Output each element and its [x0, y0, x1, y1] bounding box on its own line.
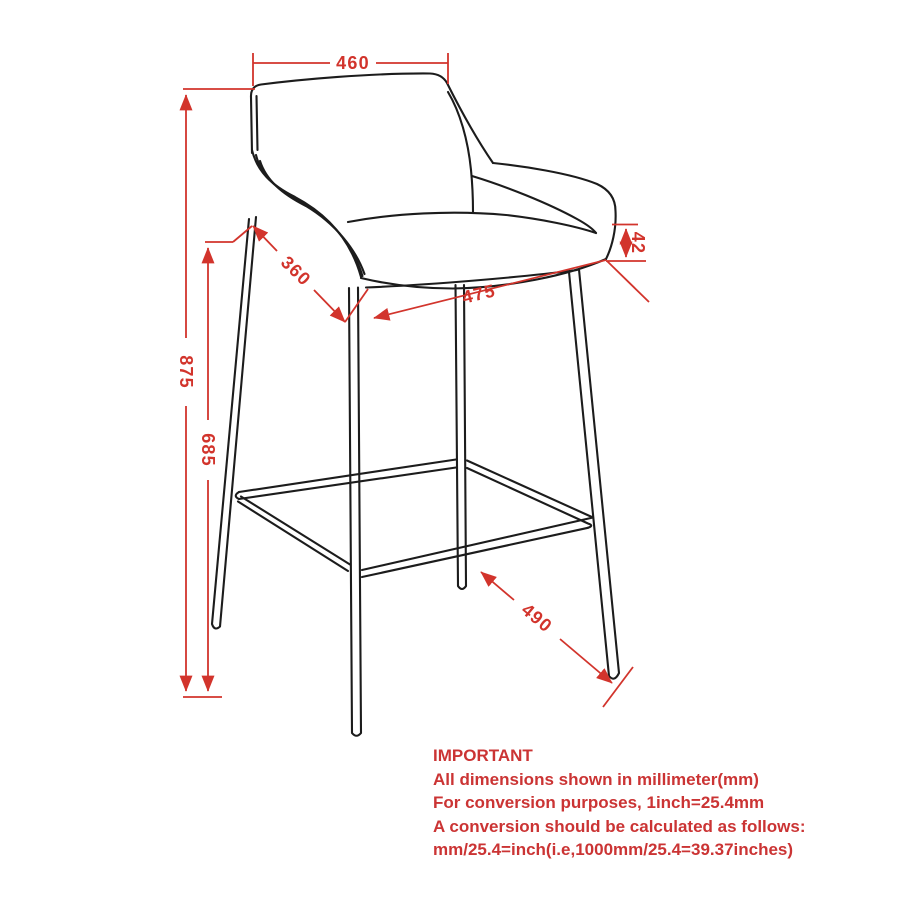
notes-title: IMPORTANT: [433, 746, 533, 765]
important-notes: [433, 744, 833, 862]
notes-line-2: For conversion purposes, 1inch=25.4mm: [433, 793, 765, 812]
dim-490-line-lower: [560, 639, 612, 683]
dim-875-value: 875: [176, 355, 196, 389]
back-shell-outer: [251, 73, 493, 163]
notes-line-4: mm/25.4=inch(i.e,1000mm/25.4=39.37inches): [433, 840, 794, 859]
notes-line-1: All dimensions shown in millimeter(mm): [433, 769, 759, 789]
seat-top-surface: [348, 213, 596, 233]
footrest-back-right-rail: [467, 461, 593, 528]
back-left-leg: [212, 217, 256, 629]
dim-460-value: 460: [336, 53, 370, 73]
footrest-front-right-rail: [362, 518, 593, 578]
dimension-seat-width: [374, 260, 649, 318]
back-right-leg: [456, 285, 467, 589]
dim-475-value: 475: [460, 280, 498, 308]
dim-490-line-upper: [481, 572, 514, 600]
dim-360-connector: [233, 226, 252, 242]
front-right-leg: [569, 270, 619, 679]
dim-360-value: 360: [276, 252, 316, 290]
right-armrest-outer: [493, 163, 616, 259]
dim-490-value: 490: [517, 599, 557, 637]
left-armrest-line-3: [260, 161, 365, 274]
footrest-back-left-rail-bottom: [239, 468, 456, 500]
stool-outline: [212, 73, 619, 735]
dim-475-leader: [607, 261, 649, 302]
back-shell-inner-left-edge: [257, 96, 258, 150]
dim-42-value: 42: [628, 231, 648, 255]
dim-360-line-upper: [253, 226, 277, 251]
footrest-back-left-rail-top: [239, 460, 456, 493]
dimension-annotations: [176, 53, 649, 707]
dimension-seat-height: [198, 242, 233, 691]
front-left-leg: [349, 288, 361, 736]
dimension-overall-height: [176, 89, 255, 697]
left-armrest-line-2: [256, 155, 363, 276]
dim-360-line-lower: [314, 290, 345, 322]
footrest-left-corner: [236, 492, 239, 499]
dim-685-value: 685: [198, 433, 218, 467]
right-armrest-inner: [472, 176, 596, 233]
dim-875-extensions: [183, 89, 255, 697]
left-armrest-line-1: [252, 150, 361, 277]
footrest-front-left-rail: [238, 497, 350, 572]
notes-line-3: A conversion should be calculated as follows:: [433, 816, 806, 836]
